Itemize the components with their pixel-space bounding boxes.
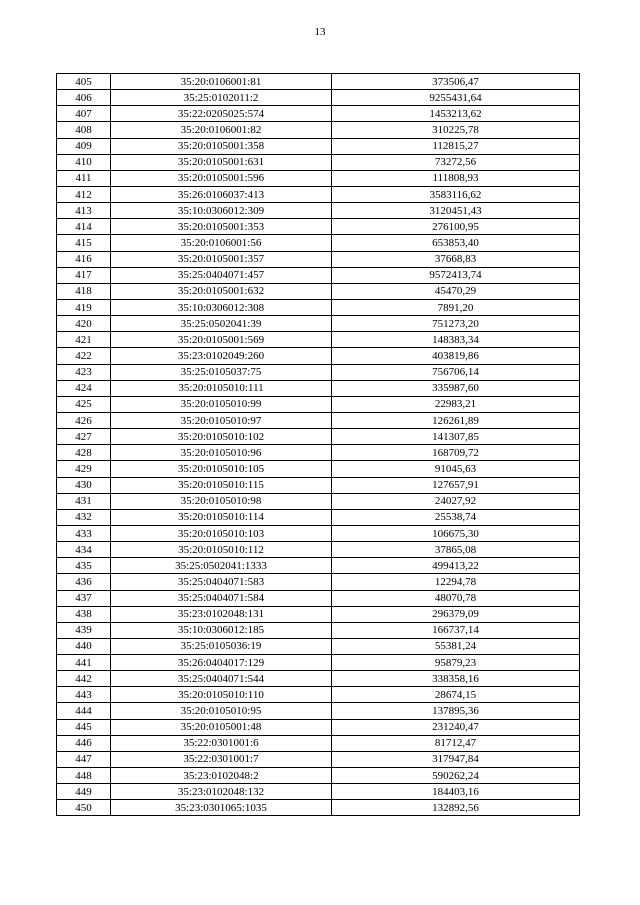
value-cell: 166737,14 <box>332 622 580 638</box>
cadastral-number-cell: 35:22:0301001:6 <box>111 735 332 751</box>
cadastral-number-cell: 35:20:0105010:112 <box>111 542 332 558</box>
cadastral-number-cell: 35:25:0502041:39 <box>111 316 332 332</box>
row-number-cell: 422 <box>57 348 111 364</box>
value-cell: 95879,23 <box>332 655 580 671</box>
cadastral-number-cell: 35:20:0105001:358 <box>111 138 332 154</box>
value-cell: 73272,56 <box>332 154 580 170</box>
row-number-cell: 436 <box>57 574 111 590</box>
cadastral-number-cell: 35:10:0306012:185 <box>111 622 332 638</box>
row-number-cell: 416 <box>57 251 111 267</box>
table-row <box>57 558 580 574</box>
value-cell: 310225,78 <box>332 122 580 138</box>
row-number-cell: 430 <box>57 477 111 493</box>
value-cell: 127657,91 <box>332 477 580 493</box>
table-row <box>57 622 580 638</box>
table-row <box>57 380 580 396</box>
cadastral-number-cell: 35:20:0105001:353 <box>111 219 332 235</box>
value-cell: 373506,47 <box>332 74 580 90</box>
cadastral-number-cell: 35:20:0105001:569 <box>111 332 332 348</box>
row-number-cell: 439 <box>57 622 111 638</box>
value-cell: 9572413,74 <box>332 267 580 283</box>
cadastral-number-cell: 35:20:0105010:114 <box>111 509 332 525</box>
row-number-cell: 434 <box>57 542 111 558</box>
cadastral-number-cell: 35:20:0105001:596 <box>111 170 332 186</box>
table-row <box>57 396 580 412</box>
value-cell: 37865,08 <box>332 542 580 558</box>
table-row <box>57 122 580 138</box>
table-row <box>57 429 580 445</box>
cadastral-number-cell: 35:10:0306012:308 <box>111 299 332 315</box>
value-cell: 499413,22 <box>332 558 580 574</box>
table-row <box>57 542 580 558</box>
row-number-cell: 426 <box>57 412 111 428</box>
row-number-cell: 443 <box>57 687 111 703</box>
row-number-cell: 447 <box>57 751 111 767</box>
row-number-cell: 435 <box>57 558 111 574</box>
table-row <box>57 525 580 541</box>
row-number-cell: 406 <box>57 90 111 106</box>
row-number-cell: 445 <box>57 719 111 735</box>
table-body <box>57 74 580 816</box>
row-number-cell: 411 <box>57 170 111 186</box>
cadastral-number-cell: 35:20:0105001:632 <box>111 283 332 299</box>
value-cell: 335987,60 <box>332 380 580 396</box>
value-cell: 126261,89 <box>332 412 580 428</box>
cadastral-number-cell: 35:20:0105010:96 <box>111 445 332 461</box>
value-cell: 653853,40 <box>332 235 580 251</box>
cadastral-number-cell: 35:20:0105010:102 <box>111 429 332 445</box>
table-row <box>57 138 580 154</box>
table-row <box>57 800 580 816</box>
cadastral-number-cell: 35:26:0106037:413 <box>111 186 332 202</box>
table-row <box>57 574 580 590</box>
row-number-cell: 437 <box>57 590 111 606</box>
table-row <box>57 493 580 509</box>
table-row <box>57 299 580 315</box>
cadastral-number-cell: 35:20:0106001:82 <box>111 122 332 138</box>
row-number-cell: 405 <box>57 74 111 90</box>
row-number-cell: 425 <box>57 396 111 412</box>
table-row <box>57 186 580 202</box>
cadastral-number-cell: 35:20:0105010:103 <box>111 525 332 541</box>
table-row <box>57 316 580 332</box>
cadastral-number-cell: 35:20:0105010:105 <box>111 461 332 477</box>
table-row <box>57 445 580 461</box>
cadastral-number-cell: 35:20:0105001:48 <box>111 719 332 735</box>
table-row <box>57 687 580 703</box>
cadastral-number-cell: 35:20:0105010:99 <box>111 396 332 412</box>
row-number-cell: 428 <box>57 445 111 461</box>
cadastral-number-cell: 35:20:0105010:110 <box>111 687 332 703</box>
table-row <box>57 235 580 251</box>
row-number-cell: 419 <box>57 299 111 315</box>
value-cell: 276100,95 <box>332 219 580 235</box>
row-number-cell: 423 <box>57 364 111 380</box>
value-cell: 3583116,62 <box>332 186 580 202</box>
table-row <box>57 784 580 800</box>
row-number-cell: 444 <box>57 703 111 719</box>
value-cell: 338358,16 <box>332 671 580 687</box>
row-number-cell: 429 <box>57 461 111 477</box>
row-number-cell: 432 <box>57 509 111 525</box>
value-cell: 317947,84 <box>332 751 580 767</box>
cadastral-number-cell: 35:23:0301065:1035 <box>111 800 332 816</box>
table-row <box>57 364 580 380</box>
value-cell: 3120451,43 <box>332 203 580 219</box>
row-number-cell: 431 <box>57 493 111 509</box>
cadastral-number-cell: 35:25:0404071:584 <box>111 590 332 606</box>
row-number-cell: 448 <box>57 768 111 784</box>
row-number-cell: 446 <box>57 735 111 751</box>
value-cell: 28674,15 <box>332 687 580 703</box>
value-cell: 148383,34 <box>332 332 580 348</box>
cadastral-number-cell: 35:20:0105001:357 <box>111 251 332 267</box>
cadastral-number-cell: 35:25:0102011:2 <box>111 90 332 106</box>
value-cell: 751273,20 <box>332 316 580 332</box>
cadastral-number-cell: 35:20:0105010:98 <box>111 493 332 509</box>
table-row <box>57 412 580 428</box>
cadastral-number-cell: 35:25:0404071:457 <box>111 267 332 283</box>
row-number-cell: 417 <box>57 267 111 283</box>
table-row <box>57 590 580 606</box>
cadastral-number-cell: 35:23:0102048:131 <box>111 606 332 622</box>
table-row <box>57 719 580 735</box>
value-cell: 9255431,64 <box>332 90 580 106</box>
table-row <box>57 170 580 186</box>
cadastral-number-cell: 35:23:0102048:2 <box>111 768 332 784</box>
value-cell: 106675,30 <box>332 525 580 541</box>
row-number-cell: 421 <box>57 332 111 348</box>
value-cell: 756706,14 <box>332 364 580 380</box>
row-number-cell: 420 <box>57 316 111 332</box>
cadastral-number-cell: 35:25:0404071:544 <box>111 671 332 687</box>
value-cell: 22983,21 <box>332 396 580 412</box>
table-row <box>57 671 580 687</box>
cadastral-number-cell: 35:22:0301001:7 <box>111 751 332 767</box>
table-row <box>57 477 580 493</box>
value-cell: 403819,86 <box>332 348 580 364</box>
table-row <box>57 251 580 267</box>
cadastral-number-cell: 35:20:0105001:631 <box>111 154 332 170</box>
cadastral-number-cell: 35:25:0105037:75 <box>111 364 332 380</box>
value-cell: 7891,20 <box>332 299 580 315</box>
row-number-cell: 433 <box>57 525 111 541</box>
table-row <box>57 154 580 170</box>
value-cell: 111808,93 <box>332 170 580 186</box>
row-number-cell: 408 <box>57 122 111 138</box>
table-row <box>57 219 580 235</box>
row-number-cell: 413 <box>57 203 111 219</box>
cadastral-number-cell: 35:20:0105010:97 <box>111 412 332 428</box>
table-row <box>57 735 580 751</box>
cadastral-number-cell: 35:25:0502041:1333 <box>111 558 332 574</box>
value-cell: 590262,24 <box>332 768 580 784</box>
value-cell: 112815,27 <box>332 138 580 154</box>
row-number-cell: 441 <box>57 655 111 671</box>
table-row <box>57 348 580 364</box>
row-number-cell: 407 <box>57 106 111 122</box>
cadastral-number-cell: 35:20:0105010:95 <box>111 703 332 719</box>
value-cell: 12294,78 <box>332 574 580 590</box>
table-row <box>57 768 580 784</box>
table-row <box>57 509 580 525</box>
table-row <box>57 283 580 299</box>
cadastral-number-cell: 35:23:0102048:132 <box>111 784 332 800</box>
row-number-cell: 414 <box>57 219 111 235</box>
value-cell: 55381,24 <box>332 638 580 654</box>
value-cell: 81712,47 <box>332 735 580 751</box>
table-row <box>57 106 580 122</box>
row-number-cell: 409 <box>57 138 111 154</box>
row-number-cell: 415 <box>57 235 111 251</box>
value-cell: 141307,85 <box>332 429 580 445</box>
value-cell: 296379,09 <box>332 606 580 622</box>
value-cell: 45470,29 <box>332 283 580 299</box>
cadastral-number-cell: 35:20:0106001:81 <box>111 74 332 90</box>
table-row <box>57 751 580 767</box>
cadastral-number-cell: 35:20:0105010:115 <box>111 477 332 493</box>
cadastral-number-cell: 35:20:0105010:111 <box>111 380 332 396</box>
value-cell: 91045,63 <box>332 461 580 477</box>
table-row <box>57 461 580 477</box>
row-number-cell: 427 <box>57 429 111 445</box>
value-cell: 48070,78 <box>332 590 580 606</box>
value-cell: 132892,56 <box>332 800 580 816</box>
row-number-cell: 440 <box>57 638 111 654</box>
row-number-cell: 450 <box>57 800 111 816</box>
value-cell: 1453213,62 <box>332 106 580 122</box>
table-row <box>57 74 580 90</box>
value-cell: 25538,74 <box>332 509 580 525</box>
table-row <box>57 703 580 719</box>
page-number: 13 <box>314 26 326 38</box>
row-number-cell: 418 <box>57 283 111 299</box>
row-number-cell: 438 <box>57 606 111 622</box>
table-row <box>57 638 580 654</box>
row-number-cell: 424 <box>57 380 111 396</box>
table-row <box>57 606 580 622</box>
value-cell: 231240,47 <box>332 719 580 735</box>
cadastral-number-cell: 35:23:0102049:260 <box>111 348 332 364</box>
row-number-cell: 449 <box>57 784 111 800</box>
cadastral-number-cell: 35:25:0105036:19 <box>111 638 332 654</box>
table-row <box>57 332 580 348</box>
table-row <box>57 90 580 106</box>
cadastral-value-table <box>56 73 580 816</box>
cadastral-number-cell: 35:22:0205025:574 <box>111 106 332 122</box>
table-row <box>57 655 580 671</box>
value-cell: 184403,16 <box>332 784 580 800</box>
value-cell: 168709,72 <box>332 445 580 461</box>
row-number-cell: 410 <box>57 154 111 170</box>
cadastral-number-cell: 35:10:0306012:309 <box>111 203 332 219</box>
table-row <box>57 267 580 283</box>
cadastral-number-cell: 35:26:0404017:129 <box>111 655 332 671</box>
value-cell: 24027,92 <box>332 493 580 509</box>
value-cell: 137895,36 <box>332 703 580 719</box>
cadastral-number-cell: 35:25:0404071:583 <box>111 574 332 590</box>
cadastral-number-cell: 35:20:0106001:56 <box>111 235 332 251</box>
table-row <box>57 203 580 219</box>
row-number-cell: 412 <box>57 186 111 202</box>
row-number-cell: 442 <box>57 671 111 687</box>
value-cell: 37668,83 <box>332 251 580 267</box>
